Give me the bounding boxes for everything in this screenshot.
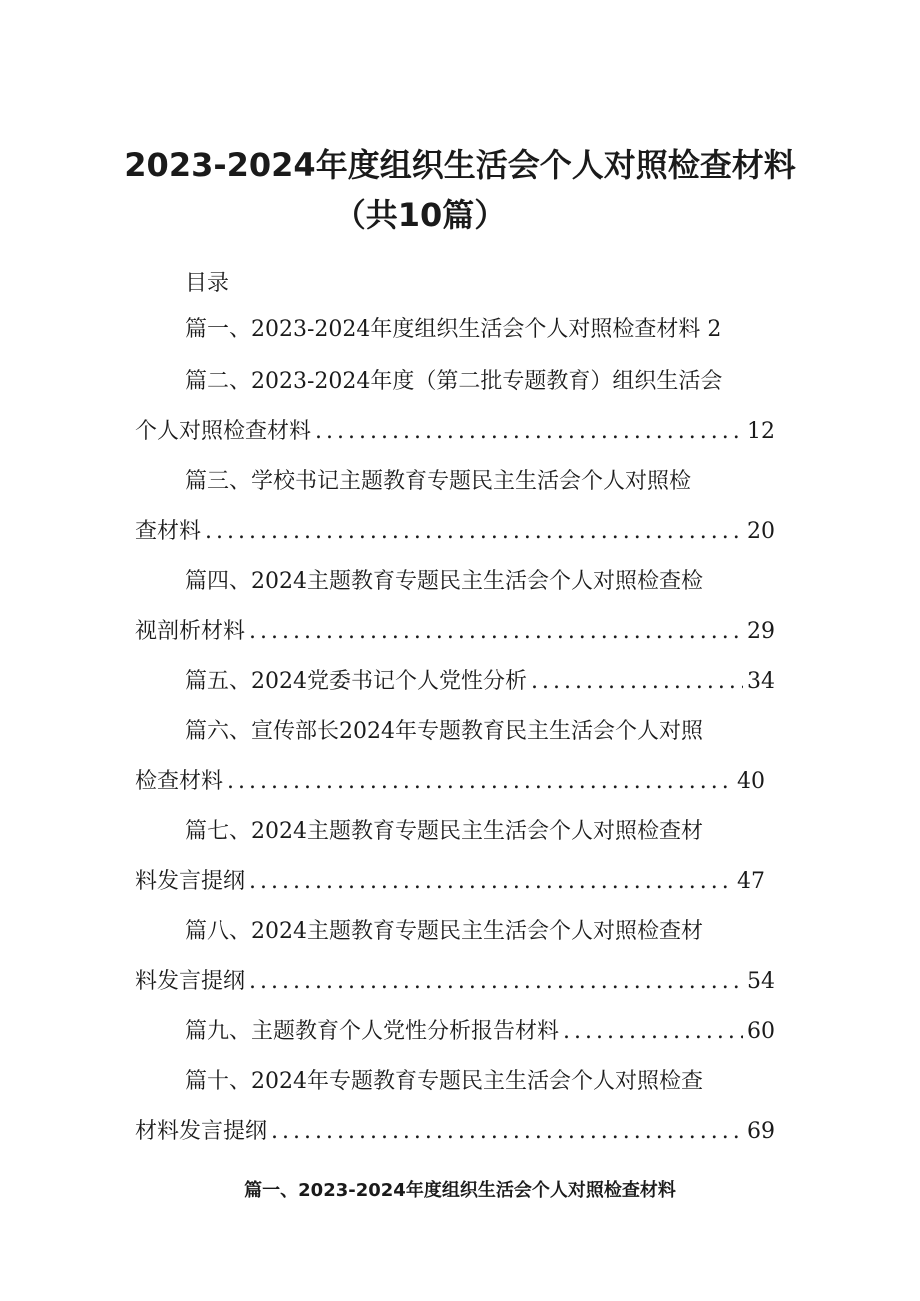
toc-entry-page: 34 — [747, 669, 775, 694]
toc-entry-4-cont[interactable] — [135, 616, 775, 648]
dot-leader — [249, 616, 743, 648]
dot-leader — [271, 1116, 743, 1148]
toc-entry-10-cont[interactable] — [135, 1116, 775, 1148]
toc-entry-title-cont: 个人对照检查材料 — [135, 419, 312, 444]
document-title: 2023-2024年度组织生活会个人对照检查材料 — [124, 146, 796, 184]
toc-entry-title-cont: 查材料 — [135, 519, 202, 544]
toc-entry-6-cont[interactable] — [135, 766, 765, 798]
toc-entry-page: 60 — [747, 1019, 775, 1044]
toc-entry-page: 69 — [747, 1119, 775, 1144]
dot-leader — [315, 416, 743, 448]
toc-entry-7-cont[interactable] — [135, 866, 765, 898]
dot-leader — [205, 516, 743, 548]
toc-entry-page: 20 — [747, 519, 775, 544]
toc-entry-page: 40 — [737, 769, 765, 794]
toc-entry-title: 篇十、2024年专题教育专题民主生活会个人对照检查 — [185, 1069, 703, 1094]
toc-entry-3[interactable] — [185, 466, 691, 498]
toc-entry-page: 12 — [747, 419, 775, 444]
toc-entry-title: 篇九、主题教育个人党性分析报告材料 — [185, 1019, 560, 1044]
toc-entry-title-cont: 材料发言提纲 — [135, 1119, 268, 1144]
dot-leader — [227, 766, 733, 798]
toc-entry-title: 篇七、2024主题教育专题民主生活会个人对照检查材 — [185, 819, 703, 844]
dot-leader — [531, 666, 743, 698]
toc-heading: 目录 — [185, 271, 230, 296]
document-subtitle: （共10篇） — [333, 196, 507, 234]
toc-entry-7[interactable] — [185, 816, 703, 848]
toc-entry-title-cont: 料发言提纲 — [135, 869, 246, 894]
toc-entry-1[interactable] — [185, 314, 721, 346]
toc-entry-title: 篇六、宣传部长2024年专题教育民主生活会个人对照 — [185, 719, 703, 744]
toc-entry-title: 篇五、2024党委书记个人党性分析 — [185, 669, 527, 694]
dot-leader — [249, 966, 743, 998]
toc-entry-6[interactable] — [185, 716, 703, 748]
toc-entry-2[interactable] — [185, 366, 722, 398]
toc-entry-title: 篇一、2023-2024年度组织生活会个人对照检查材料 — [185, 317, 701, 342]
toc-entry-title-cont: 料发言提纲 — [135, 969, 246, 994]
toc-entry-title: 篇二、2023-2024年度（第二批专题教育）组织生活会 — [185, 369, 723, 394]
toc-entry-title-cont: 检查材料 — [135, 769, 224, 794]
dot-leader — [563, 1016, 743, 1048]
toc-entry-page: 29 — [747, 619, 775, 644]
toc-entry-title: 篇四、2024主题教育专题民主生活会个人对照检查检 — [185, 569, 703, 594]
toc-entry-2-cont[interactable] — [135, 416, 775, 448]
toc-entry-9[interactable] — [185, 1016, 775, 1048]
toc-entry-title: 篇三、学校书记主题教育专题民主生活会个人对照检 — [185, 469, 692, 494]
section-heading: 篇一、2023-2024年度组织生活会个人对照检查材料 — [244, 1180, 676, 1201]
toc-entry-page: 47 — [737, 869, 765, 894]
toc-entry-title: 篇八、2024主题教育专题民主生活会个人对照检查材 — [185, 919, 703, 944]
toc-entry-page: 2 — [707, 317, 722, 342]
toc-entry-3-cont[interactable] — [135, 516, 775, 548]
toc-entry-8[interactable] — [185, 916, 703, 948]
toc-entry-10[interactable] — [185, 1066, 703, 1098]
toc-entry-4[interactable] — [185, 566, 703, 598]
toc-entry-page: 54 — [747, 969, 775, 994]
toc-entry-8-cont[interactable] — [135, 966, 775, 998]
toc-entry-title-cont: 视剖析材料 — [135, 619, 246, 644]
toc-entry-5[interactable] — [185, 666, 775, 698]
dot-leader — [249, 866, 733, 898]
